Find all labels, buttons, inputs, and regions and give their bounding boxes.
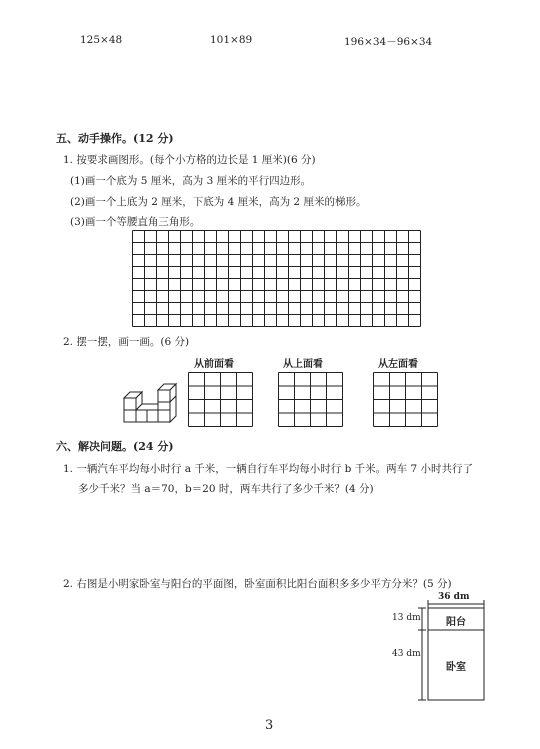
page-number: 3 [265,718,274,733]
s6-q1-line1: 1. 一辆汽车平均每小时行 a 千米，一辆自行车平均每小时行 b 千米。两车 7 小时共行了 [63,463,474,475]
plan-balcony-height: 13 dm [392,613,421,623]
q1-item-2: (2)画一个上底为 2 厘米，下底为 4 厘米，高为 2 厘米的梯形。 [70,196,367,208]
plan-width-label: 36 dm [438,592,470,602]
cube-stack-figure [118,378,178,424]
drawing-grid[interactable] [132,230,422,328]
s6-q1-line2: 多少千米？当 a＝70，b＝20 时，两车共行了多少千米？(4 分) [78,483,374,495]
expression-2: 101×89 [210,34,253,46]
q2-stem: 2. 摆一摆，画一画。(6 分) [63,336,190,348]
left-view-grid[interactable] [373,372,439,428]
q1-item-3: (3)画一个等腰直角三角形。 [70,216,201,228]
floor-plan [388,594,488,706]
view-label-left: 从左面看 [378,359,418,370]
q1-stem: 1. 按要求画图形。(每个小方格的边长是 1 厘米)(6 分) [63,154,316,166]
view-label-top: 从上面看 [283,359,323,370]
plan-bedroom-label: 卧室 [446,662,466,673]
q1-item-1: (1)画一个底为 5 厘米，高为 3 厘米的平行四边形。 [70,175,312,187]
section-6-title: 六、解决问题。(24 分) [56,440,174,453]
section-5-title: 五、动手操作。(12 分) [56,132,174,145]
view-label-front: 从前面看 [194,359,234,370]
expression-1: 125×48 [80,34,123,46]
plan-bedroom-height: 43 dm [392,649,421,659]
top-view-grid[interactable] [278,372,344,428]
front-view-grid[interactable] [188,372,254,428]
plan-balcony-label: 阳台 [446,617,466,628]
s6-q2: 2. 右图是小明家卧室与阳台的平面图，卧室面积比阳台面积多多少平方分米？(5 分) [63,578,452,590]
expression-3: 196×34－96×34 [344,36,433,48]
